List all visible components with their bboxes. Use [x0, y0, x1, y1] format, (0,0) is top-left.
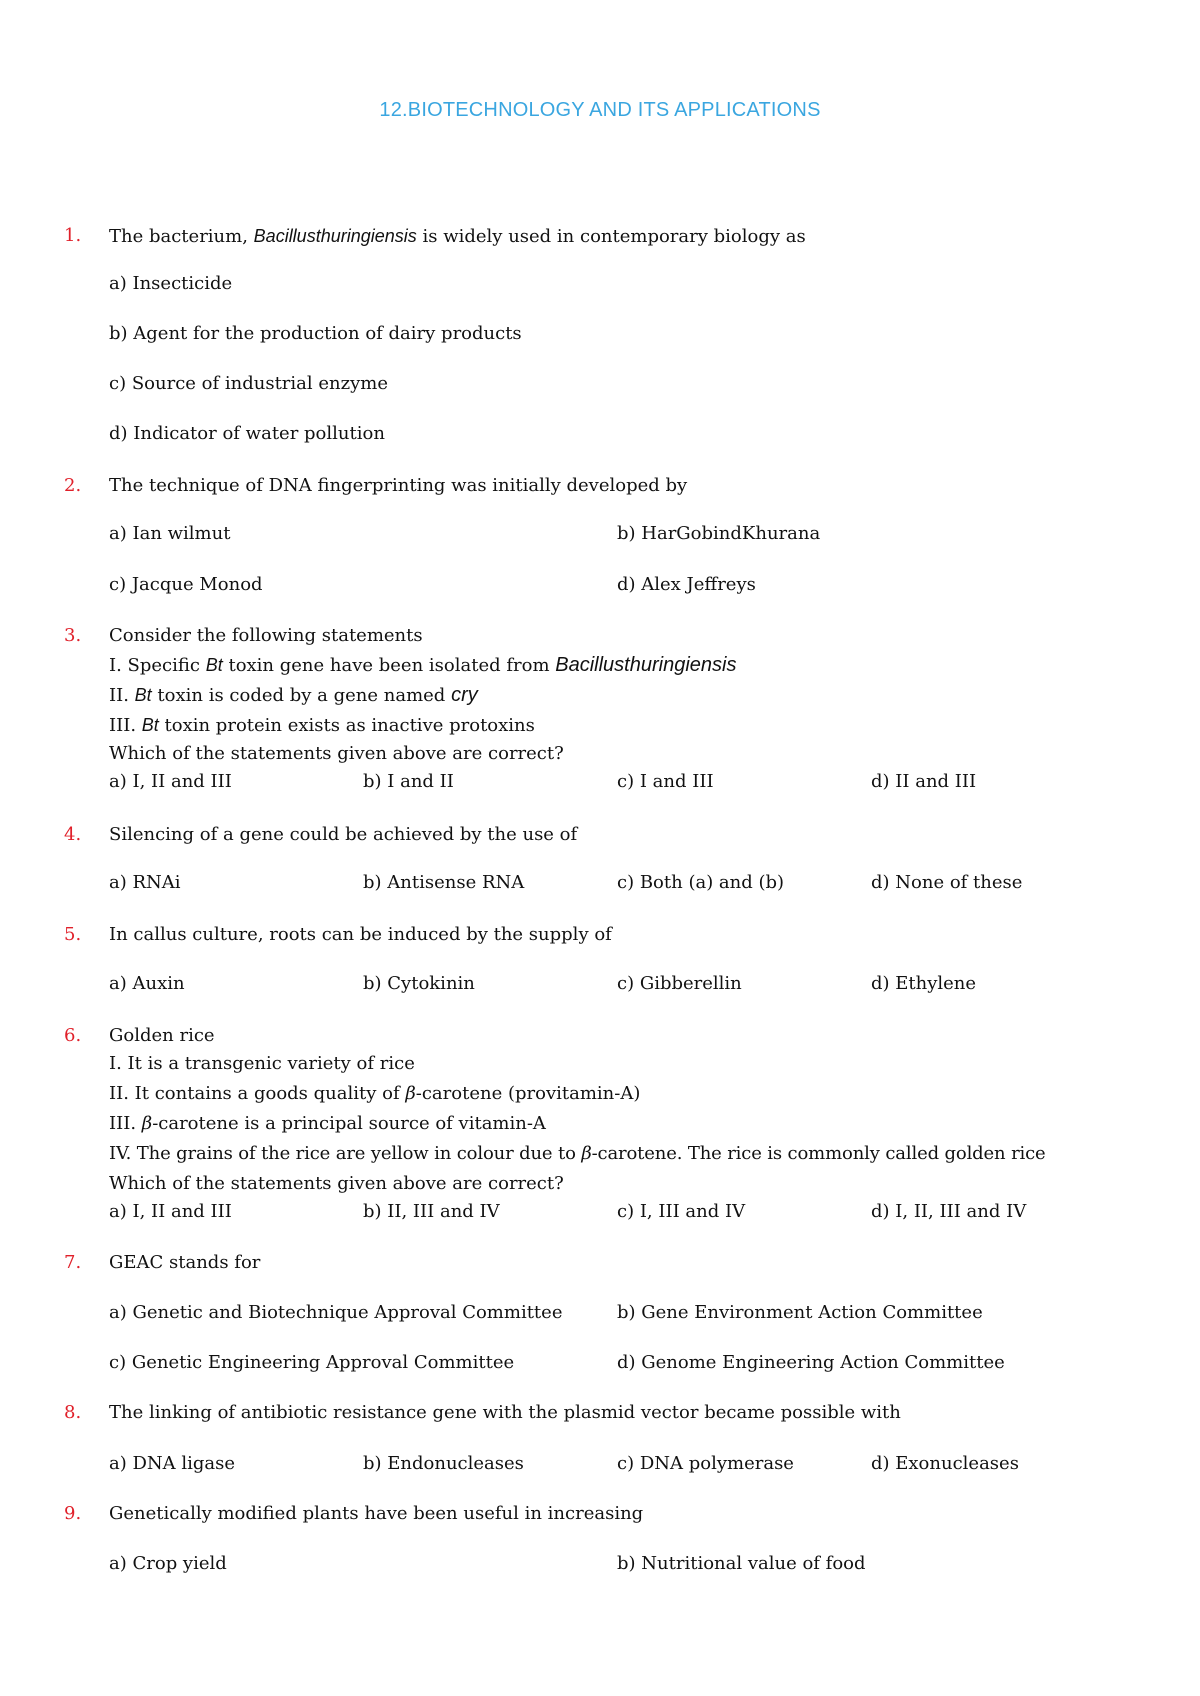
question-number-9: 9.	[64, 1503, 82, 1524]
question-3-statement-2: II. Bt toxin is coded by a gene named cry	[109, 684, 478, 706]
question-5-option-c: c) Gibberellin	[617, 973, 742, 994]
question-7-option-b: b) Gene Environment Action Committee	[617, 1302, 983, 1323]
question-6-statement-1: I. It is a transgenic variety of rice	[109, 1053, 415, 1074]
question-4-text: Silencing of a gene could be achieved by the use of	[109, 824, 578, 845]
question-number-8: 8.	[64, 1402, 82, 1423]
question-3-option-d: d) II and III	[871, 771, 977, 792]
page-title: 12.BIOTECHNOLOGY AND ITS APPLICATIONS	[379, 99, 821, 121]
question-9-option-b: b) Nutritional value of food	[617, 1553, 866, 1574]
question-5-option-a: a) Auxin	[109, 973, 185, 994]
question-number-1: 1.	[64, 225, 82, 246]
question-number-5: 5.	[64, 924, 82, 945]
question-8-option-c: c) DNA polymerase	[617, 1453, 794, 1474]
question-number-4: 4.	[64, 824, 82, 845]
question-6-option-a: a) I, II and III	[109, 1201, 232, 1222]
question-7-option-d: d) Genome Engineering Action Committee	[617, 1352, 1005, 1373]
question-1-option-d: d) Indicator of water pollution	[109, 423, 385, 444]
question-3-option-b: b) I and II	[363, 771, 454, 792]
question-5-option-b: b) Cytokinin	[363, 973, 475, 994]
question-1-option-b: b) Agent for the production of dairy products	[109, 323, 522, 344]
question-3-text: Consider the following statements	[109, 625, 423, 646]
question-2-option-b: b) HarGobindKhurana	[617, 523, 821, 544]
question-8-option-b: b) Endonucleases	[363, 1453, 524, 1474]
question-8-option-d: d) Exonucleases	[871, 1453, 1019, 1474]
question-3-statement-3: III. Bt toxin protein exists as inactive protoxins	[109, 715, 535, 736]
question-number-3: 3.	[64, 625, 82, 646]
question-4-option-c: c) Both (a) and (b)	[617, 872, 785, 893]
species-name: Bacillusthuringiensis	[253, 226, 417, 246]
question-4-option-b: b) Antisense RNA	[363, 872, 525, 893]
question-number-2: 2.	[64, 475, 82, 496]
question-7-text: GEAC stands for	[109, 1252, 261, 1273]
question-9-option-a: a) Crop yield	[109, 1553, 227, 1574]
question-2-option-d: d) Alex Jeffreys	[617, 574, 756, 595]
question-7-option-c: c) Genetic Engineering Approval Committee	[109, 1352, 515, 1373]
question-6-statement-2: II. It contains a goods quality of β-carotene (provitamin-A)	[109, 1083, 641, 1104]
question-number-7: 7.	[64, 1252, 82, 1273]
question-5-text: In callus culture, roots can be induced by the supply of	[109, 924, 612, 945]
question-6-option-c: c) I, III and IV	[617, 1201, 746, 1222]
question-5-option-d: d) Ethylene	[871, 973, 977, 994]
question-7-option-a: a) Genetic and Biotechnique Approval Committee	[109, 1302, 563, 1323]
question-8-text: The linking of antibiotic resistance gene with the plasmid vector became possible with	[109, 1402, 901, 1423]
species-name: Bacillusthuringiensis	[555, 654, 737, 676]
question-3-prompt: Which of the statements given above are correct?	[109, 743, 564, 764]
question-1-option-c: c) Source of industrial enzyme	[109, 373, 388, 394]
question-2-option-c: c) Jacque Monod	[109, 574, 263, 595]
question-6-statement-4: IV. The grains of the rice are yellow in colour due to β-carotene. The rice is commonly called golden rice	[109, 1143, 1046, 1164]
question-number-6: 6.	[64, 1025, 82, 1046]
question-6-text: Golden rice	[109, 1025, 215, 1046]
question-3-statement-1: I. Specific Bt toxin gene have been isolated from Bacillusthuringiensis	[109, 654, 737, 676]
question-6-option-d: d) I, II, III and IV	[871, 1201, 1027, 1222]
question-8-option-a: a) DNA ligase	[109, 1453, 236, 1474]
question-6-option-b: b) II, III and IV	[363, 1201, 500, 1222]
question-2-option-a: a) Ian wilmut	[109, 523, 231, 544]
question-9-text: Genetically modified plants have been useful in increasing	[109, 1503, 644, 1524]
question-6-statement-3: III. β-carotene is a principal source of vitamin-A	[109, 1113, 546, 1134]
question-1-text: The bacterium, Bacillusthuringiensis is widely used in contemporary biology as	[109, 226, 806, 247]
question-4-option-d: d) None of these	[871, 872, 1023, 893]
question-3-option-a: a) I, II and III	[109, 771, 232, 792]
question-1-option-a: a) Insecticide	[109, 273, 233, 294]
question-4-option-a: a) RNAi	[109, 872, 181, 893]
question-6-prompt: Which of the statements given above are correct?	[109, 1173, 564, 1194]
question-3-option-c: c) I and III	[617, 771, 714, 792]
question-2-text: The technique of DNA fingerprinting was initially developed by	[109, 475, 688, 496]
